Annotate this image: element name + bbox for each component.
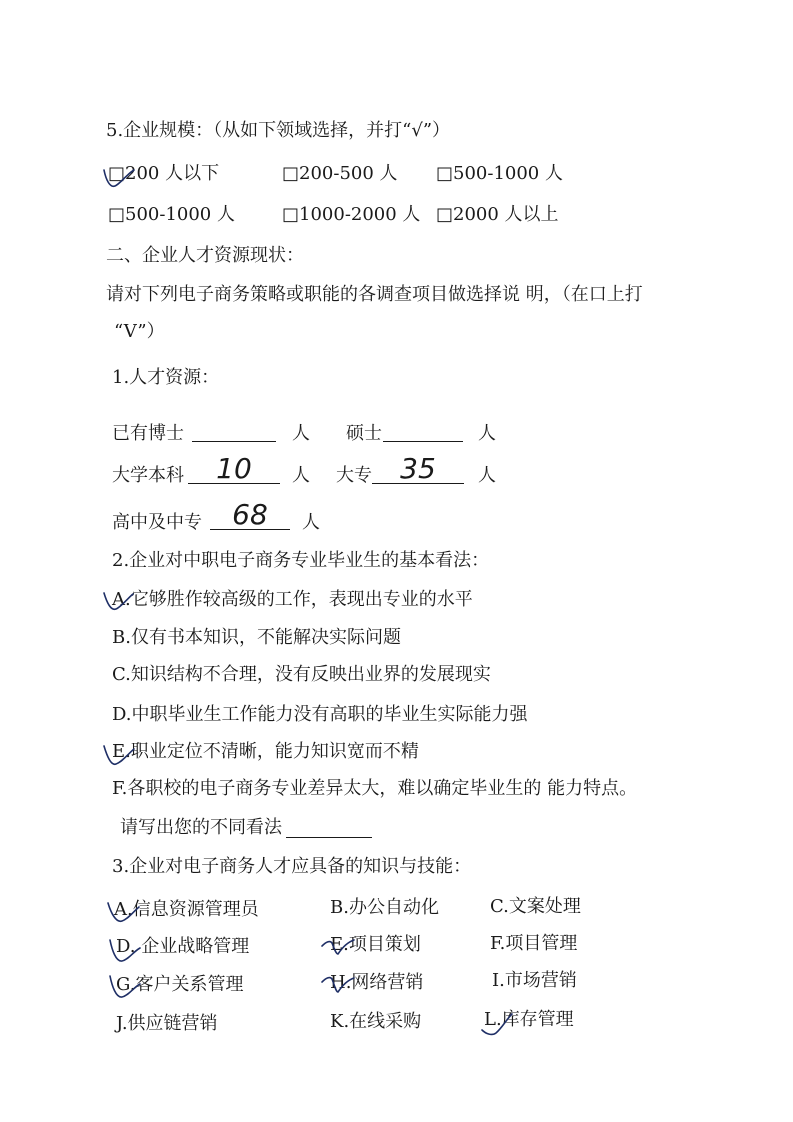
q5-option-over-2000[interactable]: □2000 人以上 — [436, 204, 559, 225]
q3-option-i[interactable]: I.市场营销 — [492, 970, 577, 991]
q3-option-k[interactable]: K.在线采购 — [330, 1011, 422, 1032]
bachelor-unit: 人 — [292, 465, 310, 486]
q5-option-under-200[interactable]: □200 人以下 — [108, 163, 220, 184]
phd-label: 已有博士 — [112, 423, 184, 444]
college-count-field[interactable]: 35 — [372, 455, 464, 484]
phd-unit: 人 — [292, 423, 310, 444]
q3-option-f[interactable]: F.项目管理 — [490, 933, 578, 954]
q3-option-e[interactable]: E.项目策划 — [330, 934, 421, 955]
phd-count-field[interactable] — [192, 421, 276, 442]
section2-instruction-2: “V”） — [114, 321, 165, 342]
q2-option-b[interactable]: B.仅有书本知识，不能解决实际问题 — [112, 627, 401, 648]
q5-option-200-500[interactable]: □200-500 人 — [282, 163, 398, 184]
master-count-field[interactable] — [383, 421, 463, 442]
bachelor-count-field[interactable]: 10 — [188, 455, 280, 484]
q2-option-a[interactable]: A.它够胜作较高级的工作，表现出专业的水平 — [112, 589, 473, 610]
college-label: 大专 — [336, 465, 372, 486]
check-mark-q3-e — [318, 930, 358, 962]
q5-option-500-1000[interactable]: □500-1000 人 — [436, 163, 563, 184]
check-mark-q3-a — [104, 895, 144, 927]
check-mark-q2-a — [100, 585, 140, 617]
q3-option-l[interactable]: L.库存管理 — [484, 1009, 574, 1030]
q2-option-c[interactable]: C.知识结构不合理，没有反映出业界的发展现实 — [112, 664, 491, 685]
q2-title: 2.企业对中职电子商务专业毕业生的基本看法： — [112, 550, 490, 571]
section2-instruction-1: 请对下列电子商务策略或职能的各调查项目做选择说 明，（在口上打 — [106, 284, 643, 305]
q2-other-field[interactable] — [286, 817, 372, 838]
q3-option-c[interactable]: C.文案处理 — [490, 896, 581, 917]
highschool-label: 高中及中专 — [112, 512, 202, 533]
bachelor-label: 大学本科 — [112, 465, 184, 486]
check-mark-q3-l — [478, 1006, 518, 1038]
q5-title: 5.企业规模：（从如下领域选择，并打“√”） — [106, 120, 451, 141]
q3-option-d[interactable]: D. 企业战略管理 — [116, 936, 250, 957]
q2-option-f[interactable]: F.各职校的电子商务专业差异太大，难以确定毕业生的 能力特点。 — [112, 778, 638, 799]
q2-other-prompt: 请写出您的不同看法 — [120, 817, 282, 838]
q5-option-500-1000-b[interactable]: □500-1000 人 — [108, 204, 235, 225]
section2-heading: 二、企业人才资源现状： — [106, 245, 304, 266]
q3-option-g[interactable]: G.客户关系管理 — [116, 974, 244, 995]
highschool-count-field[interactable]: 68 — [210, 501, 290, 530]
master-label: 硕士 — [346, 423, 382, 444]
q3-title: 3.企业对电子商务人才应具备的知识与技能： — [112, 856, 472, 877]
check-mark-q3-g — [106, 970, 146, 1002]
q5-option-1000-2000[interactable]: □1000-2000 人 — [282, 204, 421, 225]
q3-option-b[interactable]: B.办公自动化 — [330, 897, 439, 918]
college-unit: 人 — [478, 465, 496, 486]
check-mark-q5-under-200 — [100, 164, 140, 196]
talent-title: 1.人才资源： — [112, 367, 220, 388]
q2-option-d[interactable]: D.中职毕业生工作能力没有高职的毕业生实际能力强 — [112, 704, 528, 725]
highschool-unit: 人 — [302, 512, 320, 533]
master-unit: 人 — [478, 423, 496, 444]
q2-option-e[interactable]: E.职业定位不清晰，能力知识宽而不精 — [112, 741, 419, 762]
check-mark-q2-e — [100, 738, 140, 770]
check-mark-q3-d — [106, 934, 146, 966]
q3-option-a[interactable]: A.信息资源管理员 — [114, 899, 259, 920]
check-mark-q3-h — [318, 966, 358, 998]
q3-option-h[interactable]: H.网络营销 — [330, 972, 424, 993]
q3-option-j[interactable]: J.供应链营销 — [116, 1013, 218, 1034]
